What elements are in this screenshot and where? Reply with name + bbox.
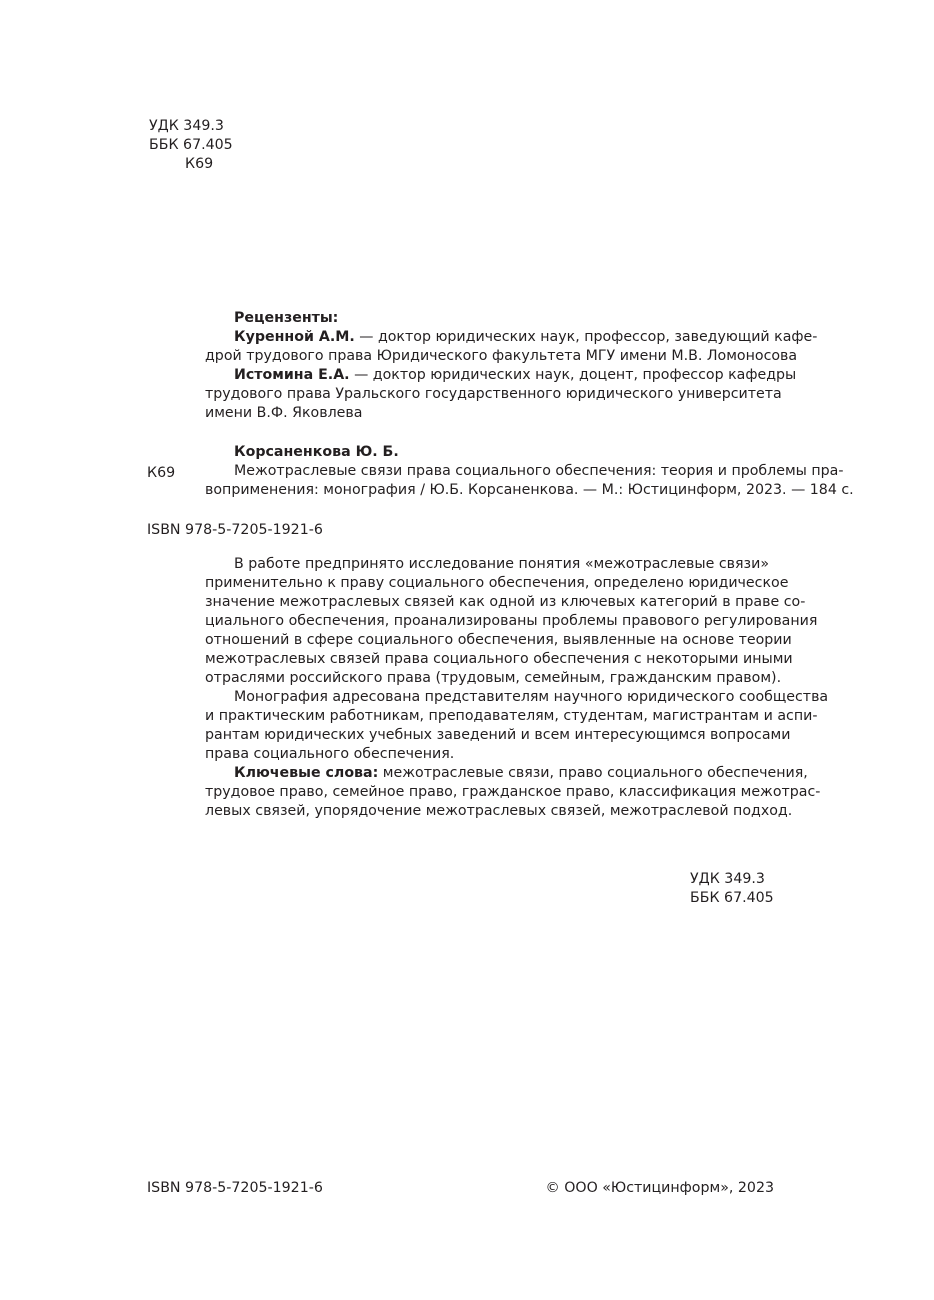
- keywords-line-2: трудовое право, семейное право, гражданское право, классификация межотрас-: [205, 784, 821, 800]
- abstract-p2-line: права социального обеспечения.: [205, 746, 455, 762]
- author-mark-top: К69: [185, 156, 214, 172]
- abstract-block: [205, 555, 829, 821]
- bib-line-2: воприменения: монография / Ю.Б. Корсаненкова. — М.: Юстицинформ, 2023. — 184 с.: [205, 482, 854, 498]
- reviewer-2-line-3: имени В.Ф. Яковлева: [205, 405, 363, 421]
- abstract-p1-line: В работе предпринято исследование понятия «межотраслевые связи»: [234, 556, 769, 572]
- abstract-p1-line: межотраслевых связей права социального обеспечения с некоторыми иными: [205, 651, 793, 667]
- reviewers-block: [205, 309, 818, 423]
- bib-line-1: Межотраслевые связи права социального обеспечения: теория и проблемы пра-: [234, 463, 844, 479]
- reviewers-heading: Рецензенты:: [234, 310, 339, 326]
- keywords-line-3: левых связей, упорядочение межотраслевых связей, межотраслевой подход.: [205, 803, 793, 819]
- abstract-p2-line: и практическим работникам, преподавателям, студентам, магистрантам и аспи-: [205, 708, 818, 724]
- bbk-bottom: ББК 67.405: [690, 890, 774, 906]
- bbk-top: ББК 67.405: [149, 137, 233, 153]
- abstract-p1-line: значение межотраслевых связей как одной из ключевых категорий в праве со-: [205, 594, 806, 610]
- reviewer-1-name: Куренной А.М.: [234, 329, 355, 345]
- reviewer-2-line-1: Истомина Е.А. — доктор юридических наук, доцент, профессор кафедры: [234, 367, 797, 383]
- reviewer-1-line-2: дрой трудового права Юридического факультета МГУ имени М.В. Ломоносова: [205, 348, 798, 364]
- reviewer-2-line-2: трудового права Уральского государственного юридического университета: [205, 386, 782, 402]
- bib-mark: К69: [147, 465, 176, 481]
- bib-description: [205, 462, 854, 500]
- abstract-p1-line: применительно к праву социального обеспечения, определено юридическое: [205, 575, 789, 591]
- reviewer-2-name: Истомина Е.А.: [234, 367, 350, 383]
- udk-bottom: УДК 349.3: [690, 871, 765, 887]
- keywords-label: Ключевые слова:: [234, 765, 379, 781]
- abstract-p1-line: отраслями российского права (трудовым, семейным, гражданским правом).: [205, 670, 782, 686]
- keywords-line-1: Ключевые слова: межотраслевые связи, право социального обеспечения,: [234, 765, 808, 781]
- reviewer-1-line-1: Куренной А.М. — доктор юридических наук, профессор, заведующий кафе-: [234, 329, 818, 345]
- isbn-top: ISBN 978-5-7205-1921-6: [147, 522, 323, 538]
- abstract-p1-line: отношений в сфере социального обеспечения, выявленные на основе теории: [205, 632, 792, 648]
- abstract-p2-line: Монография адресована представителям научного юридического сообщества: [234, 689, 829, 705]
- abstract-p2-line: рантам юридических учебных заведений и всем интересующимся вопросами: [205, 727, 791, 743]
- abstract-p1-line: циального обеспечения, проанализированы проблемы правового регулирования: [205, 613, 818, 629]
- udk-top: УДК 349.3: [149, 118, 224, 134]
- isbn-footer: ISBN 978-5-7205-1921-6: [147, 1180, 323, 1196]
- bib-author: Корсаненкова Ю. Б.: [234, 444, 399, 460]
- copyright: © ООО «Юстицинформ», 2023: [545, 1180, 774, 1196]
